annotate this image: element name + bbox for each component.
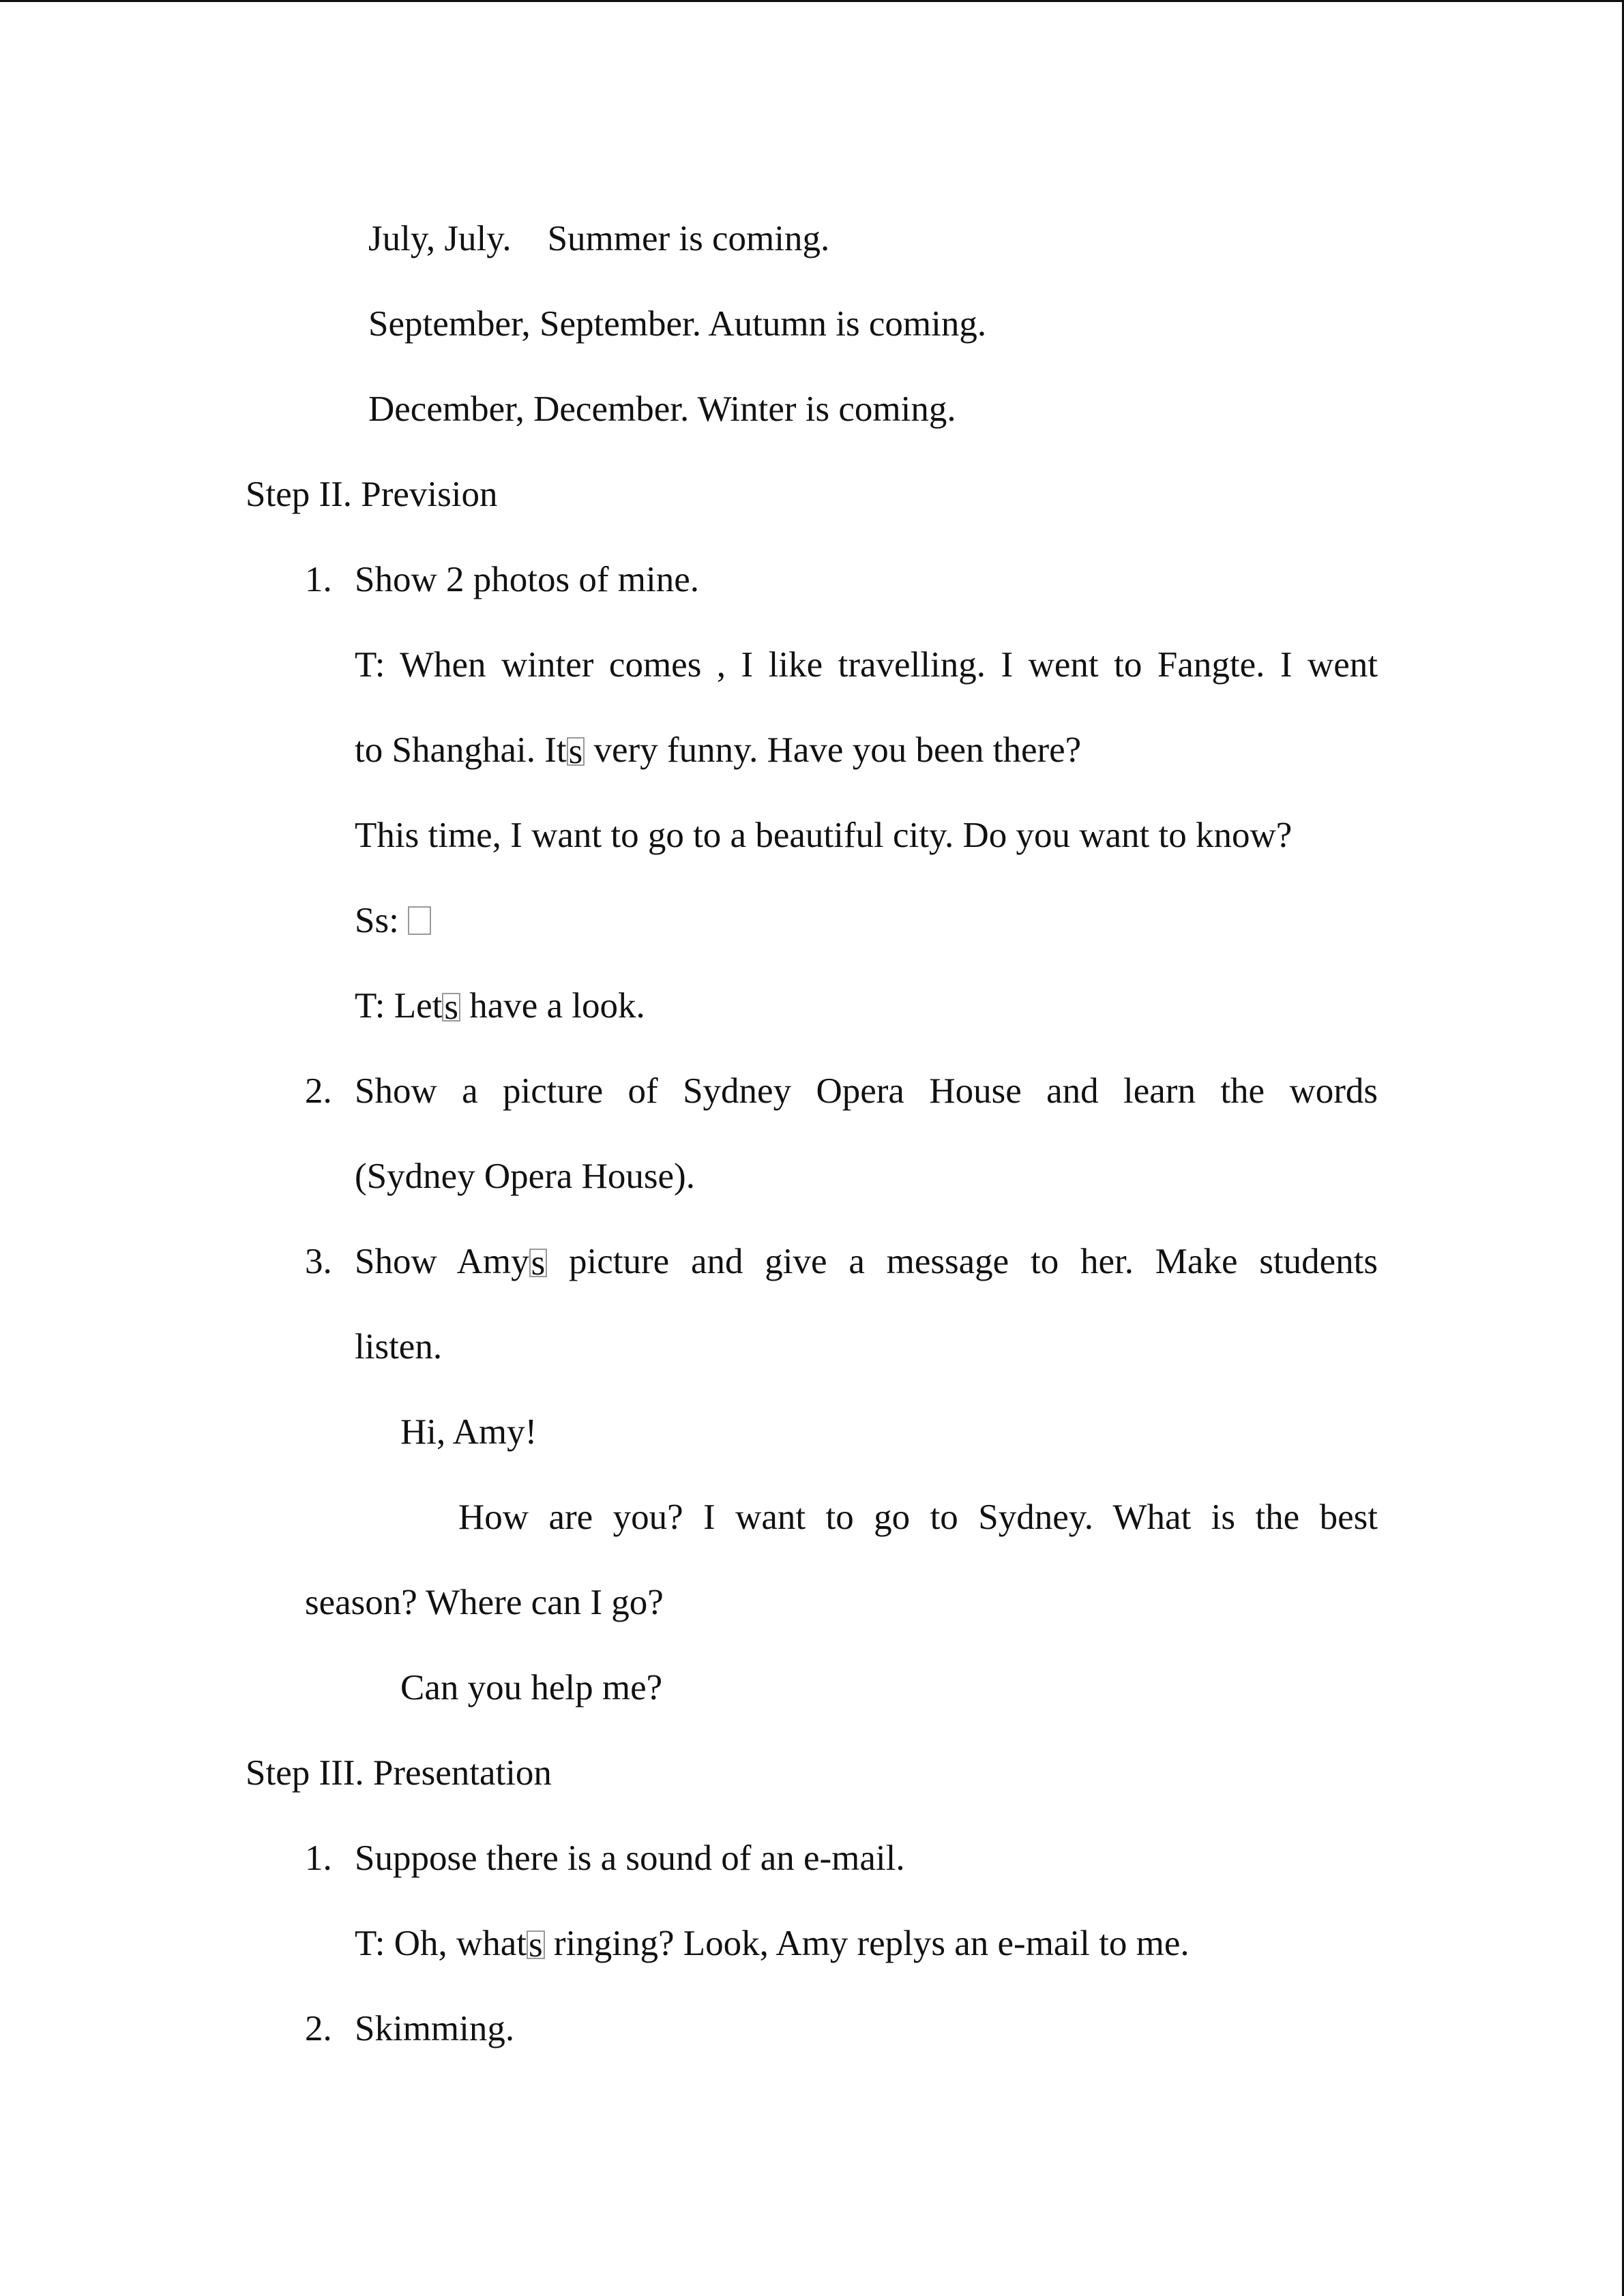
page-top-border (0, 0, 1624, 2)
list-number: 2. (305, 2009, 332, 2048)
list-number: 2. (305, 1071, 332, 1111)
letter-greeting: Hi, Amy! (400, 1412, 537, 1452)
list-item-show-photos: Show 2 photos of mine. (355, 560, 699, 599)
list-item-amy-picture: Show Amys picture and give a message to her. Make students (355, 1242, 1378, 1283)
list-number: 1. (305, 1838, 332, 1878)
list-item-opera-house: Show a picture of Sydney Opera House and learn the words (355, 1071, 1378, 1111)
teacher-line-winter: T: When winter comes , I like travelling. I went to Fangte. I went (355, 645, 1378, 685)
teacher-line-ringing: T: Oh, whats ringing? Look, Amy replys an e-mail to me. (355, 1924, 1190, 1965)
letter-body-line-1: How are you? I want to go to Sydney. What is the best (458, 1497, 1378, 1537)
students-response: Ss: (355, 899, 431, 942)
list-item-opera-house-cont: (Sydney Opera House). (355, 1157, 695, 1196)
teacher-line-shanghai: to Shanghai. Its very funny. Have you been there? (355, 730, 1082, 771)
teacher-line-look: T: Lets have a look. (355, 986, 645, 1027)
list-item-skimming: Skimming. (355, 2009, 515, 2048)
list-number: 3. (305, 1242, 332, 1281)
poem-line-september: September, September. Autumn is coming. (368, 304, 987, 344)
teacher-line-city: This time, I want to go to a beautiful city. Do you want to know? (355, 816, 1293, 855)
list-item-amy-picture-cont: listen. (355, 1327, 443, 1367)
missing-glyph-box: s (567, 737, 585, 766)
missing-glyph-box: s (527, 1930, 545, 1959)
missing-glyph-box (408, 906, 431, 935)
list-number: 1. (305, 560, 332, 599)
poem-line-december: December, December. Winter is coming. (368, 389, 956, 429)
poem-line-july: July, July. Summer is coming. (368, 219, 830, 258)
step-3-heading: Step III. Presentation (246, 1753, 552, 1793)
missing-glyph-box: s (442, 993, 460, 1022)
letter-closing: Can you help me? (400, 1668, 663, 1708)
step-2-heading: Step II. Prevision (246, 475, 498, 514)
letter-body-line-2: season? Where can I go? (305, 1583, 664, 1622)
missing-glyph-box: s (529, 1249, 548, 1277)
list-item-email-sound: Suppose there is a sound of an e-mail. (355, 1838, 905, 1878)
